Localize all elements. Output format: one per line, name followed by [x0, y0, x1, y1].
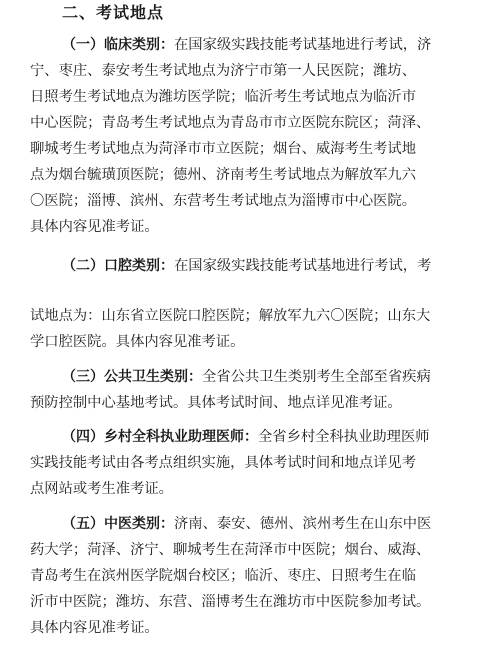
clinical-paragraph-line-6: 点为烟台毓璜顶医院；德州、济南考生考试地点为解放军九六 [30, 167, 417, 183]
section-heading: 二、考试地点 [62, 3, 165, 22]
tcm-paragraph-line-4: 沂市中医院；潍坊、东营、淄博考生在潍坊市中医院参加考试。 [30, 594, 431, 610]
dental-paragraph-line-3: 学口腔医院。具体内容见准考证。 [30, 334, 245, 350]
clinical-paragraph-line-2: 宁、枣庄、泰安考生考试地点为济宁市第一人民医院；潍坊、 [30, 63, 417, 79]
tcm-paragraph-line-2: 药大学；菏泽、济宁、聊城考生在菏泽市中医院；烟台、威海、 [30, 542, 431, 558]
clinical-label: （一）临床类别： [62, 37, 174, 53]
public-health-label: （三）公共卫生类别： [62, 369, 202, 385]
dental-paragraph-line-2: 试地点为：山东省立医院口腔医院；解放军九六〇医院；山东大 [30, 308, 431, 324]
clinical-paragraph-line-7: 〇医院；淄博、滨州、东营考生考试地点为淄博市中心医院。 [30, 193, 417, 209]
rural-assistant-paragraph-line-3: 点网站或考生准考证。 [30, 481, 173, 497]
clinical-paragraph-line-5: 聊城考生考试地点为菏泽市市立医院；烟台、威海考生考试地 [30, 141, 417, 157]
tcm-paragraph-line-5: 具体内容见准考证。 [30, 620, 159, 636]
clinical-paragraph-line-1: （一）临床类别：在国家级实践技能考试基地进行考试，济 [62, 37, 432, 53]
rural-assistant-label: （四）乡村全科执业助理医师： [62, 429, 258, 445]
tcm-paragraph-line-1: （五）中医类别：济南、泰安、德州、滨州考生在山东中医 [62, 516, 432, 532]
public-health-paragraph-line-1: （三）公共卫生类别：全省公共卫生类别考生全部至省疾病 [62, 369, 431, 385]
clinical-paragraph-line-4: 中心医院；青岛考生考试地点为青岛市市立医院东院区；菏泽、 [30, 115, 431, 131]
rural-assistant-paragraph-line-1: （四）乡村全科执业助理医师：全省乡村全科执业助理医师 [62, 429, 430, 445]
clinical-paragraph-line-3: 日照考生考试地点为潍坊医学院；临沂考生考试地点为临沂市 [30, 89, 417, 105]
rural-assistant-paragraph-line-2: 实践技能考试由各考点组织实施，具体考试时间和地点详见考 [30, 455, 417, 471]
clinical-paragraph-line-8: 具体内容见准考证。 [30, 219, 159, 235]
tcm-paragraph-line-3: 青岛考生在滨州医学院烟台校区；临沂、枣庄、日照考生在临 [30, 568, 417, 584]
public-health-paragraph-line-2: 预防控制中心基地考试。具体考试时间、地点详见准考证。 [30, 395, 402, 411]
tcm-label: （五）中医类别： [62, 516, 174, 532]
dental-label: （二）口腔类别： [62, 258, 174, 274]
dental-paragraph-line-1: （二）口腔类别：在国家级实践技能考试基地进行考试，考 [62, 258, 432, 274]
